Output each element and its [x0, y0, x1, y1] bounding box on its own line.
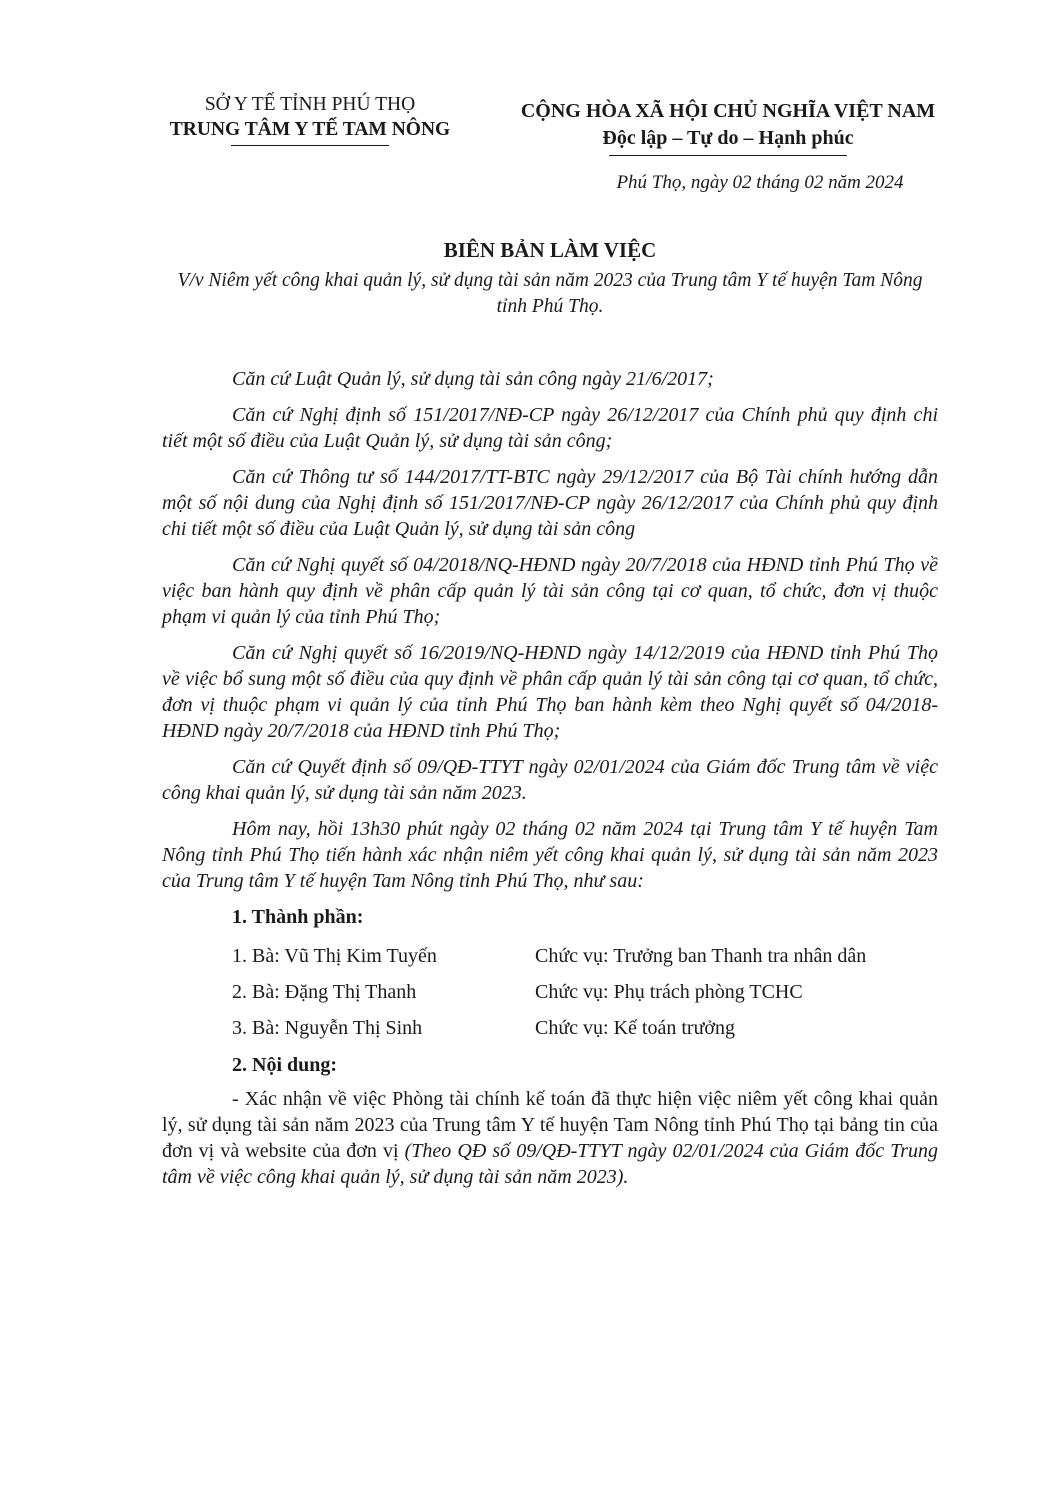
content-main: - Xác nhận về việc Phòng tài chính kế toán đã thực hiện việc niêm yết công khai quản lý, sử dụng tài sản năm 2023 của Trung tâm Y tế huyện Tam Nông tỉnh Phú Thọ tại bảng tin của đơn vị và website của đơn vị	[162, 1088, 938, 1162]
legal-basis: Căn cứ Quyết định số 09/QĐ-TTYT ngày 02/01/2024 của Giám đốc Trung tâm về việc công khai quản lý, sử dụng tài sản năm 2023.	[162, 756, 938, 804]
agency-underline	[231, 145, 389, 146]
legal-basis: Căn cứ Thông tư số 144/2017/TT-BTC ngày 29/12/2017 của Bộ Tài chính hướng dẫn một số nội dung của Nghị định số 151/2017/NĐ-CP ngày 26/12/2017 của Chính phủ quy định chi tiết một số điều của Luật Quản lý, sử dụng tài sản công	[162, 466, 938, 540]
participant-name: 2. Bà: Đặng Thị Thanh	[232, 981, 417, 1003]
content-paragraph	[162, 1086, 938, 1190]
legal-basis: Căn cứ Luật Quản lý, sử dụng tài sản công ngày 21/6/2017;	[232, 368, 714, 390]
participant-role: Chức vụ: Kế toán trưởng	[535, 1017, 735, 1039]
section-content-title: 2. Nội dung:	[232, 1054, 338, 1076]
document-date: Phú Thọ, ngày 02 tháng 02 năm 2024	[616, 172, 904, 193]
participant-row	[232, 974, 938, 1010]
document-subtitle: V/v Niêm yết công khai quản lý, sử dụng tài sản năm 2023 của Trung tâm Y tế huyện Tam Nông tỉnh Phú Thọ.	[177, 270, 923, 317]
legal-bases	[162, 366, 938, 894]
national-motto: Độc lập – Tự do – Hạnh phúc	[602, 127, 854, 149]
meeting-intro: Hôm nay, hồi 13h30 phút ngày 02 tháng 02 năm 2024 tại Trung tâm Y tế huyện Tam Nông tỉnh Phú Thọ tiến hành xác nhận niêm yết công khai quản lý, sử dụng tài sản năm 2023 của Trung tâm Y tế huyện Tam Nông tỉnh Phú Thọ, như sau:	[162, 818, 938, 892]
legal-basis: Căn cứ Nghị định số 151/2017/NĐ-CP ngày 26/12/2017 của Chính phủ quy định chi tiết một số điều của Luật Quản lý, sử dụng tài sản công;	[162, 404, 938, 452]
parent-agency: SỞ Y TẾ TỈNH PHÚ THỌ	[204, 94, 416, 115]
legal-basis: Căn cứ Nghị quyết số 16/2019/NQ-HĐND ngày 14/12/2019 của HĐND tỉnh Phú Thọ về việc bổ sung một số điều của quy định về phân cấp quản lý tài sản công tại cơ quan, tổ chức, đơn vị thuộc phạm vi quản lý của tỉnh Phú Thọ ban hành kèm theo Nghị quyết số 04/2018-HĐND ngày 20/7/2018 của HĐND tỉnh Phú Thọ;	[162, 642, 938, 742]
issuing-agency: TRUNG TÂM Y TẾ TAM NÔNG	[169, 119, 451, 140]
participant-name: 3. Bà: Nguyễn Thị Sinh	[232, 1017, 423, 1039]
national-title: CỘNG HÒA XÃ HỘI CHỦ NGHĨA VIỆT NAM	[520, 100, 936, 122]
national-header	[478, 98, 978, 156]
participant-row	[232, 938, 938, 974]
legal-basis: Căn cứ Nghị quyết số 04/2018/NQ-HĐND ngày 20/7/2018 của HĐND tỉnh Phú Thọ về việc ban hành quy định về phân cấp quản lý tài sản công tại cơ quan, tổ chức, đơn vị thuộc phạm vi quản lý của tỉnh Phú Thọ;	[162, 554, 938, 628]
participant-name: 1. Bà: Vũ Thị Kim Tuyến	[232, 945, 437, 967]
participant-role: Chức vụ: Phụ trách phòng TCHC	[535, 981, 803, 1003]
document-title: BIÊN BẢN LÀM VIỆC	[443, 238, 657, 262]
participant-row	[232, 1010, 938, 1046]
document-body	[162, 366, 938, 1200]
participant-role: Chức vụ: Trưởng ban Thanh tra nhân dân	[535, 945, 867, 967]
motto-underline	[609, 155, 847, 156]
section-participants-title: 1. Thành phần:	[232, 906, 364, 928]
content-reference: (Theo QĐ số 09/QĐ-TTYT ngày 02/01/2024 của Giám đốc Trung tâm về việc công khai quản lý, sử dụng tài sản năm 2023).	[162, 1140, 938, 1188]
agency-header	[150, 92, 470, 146]
